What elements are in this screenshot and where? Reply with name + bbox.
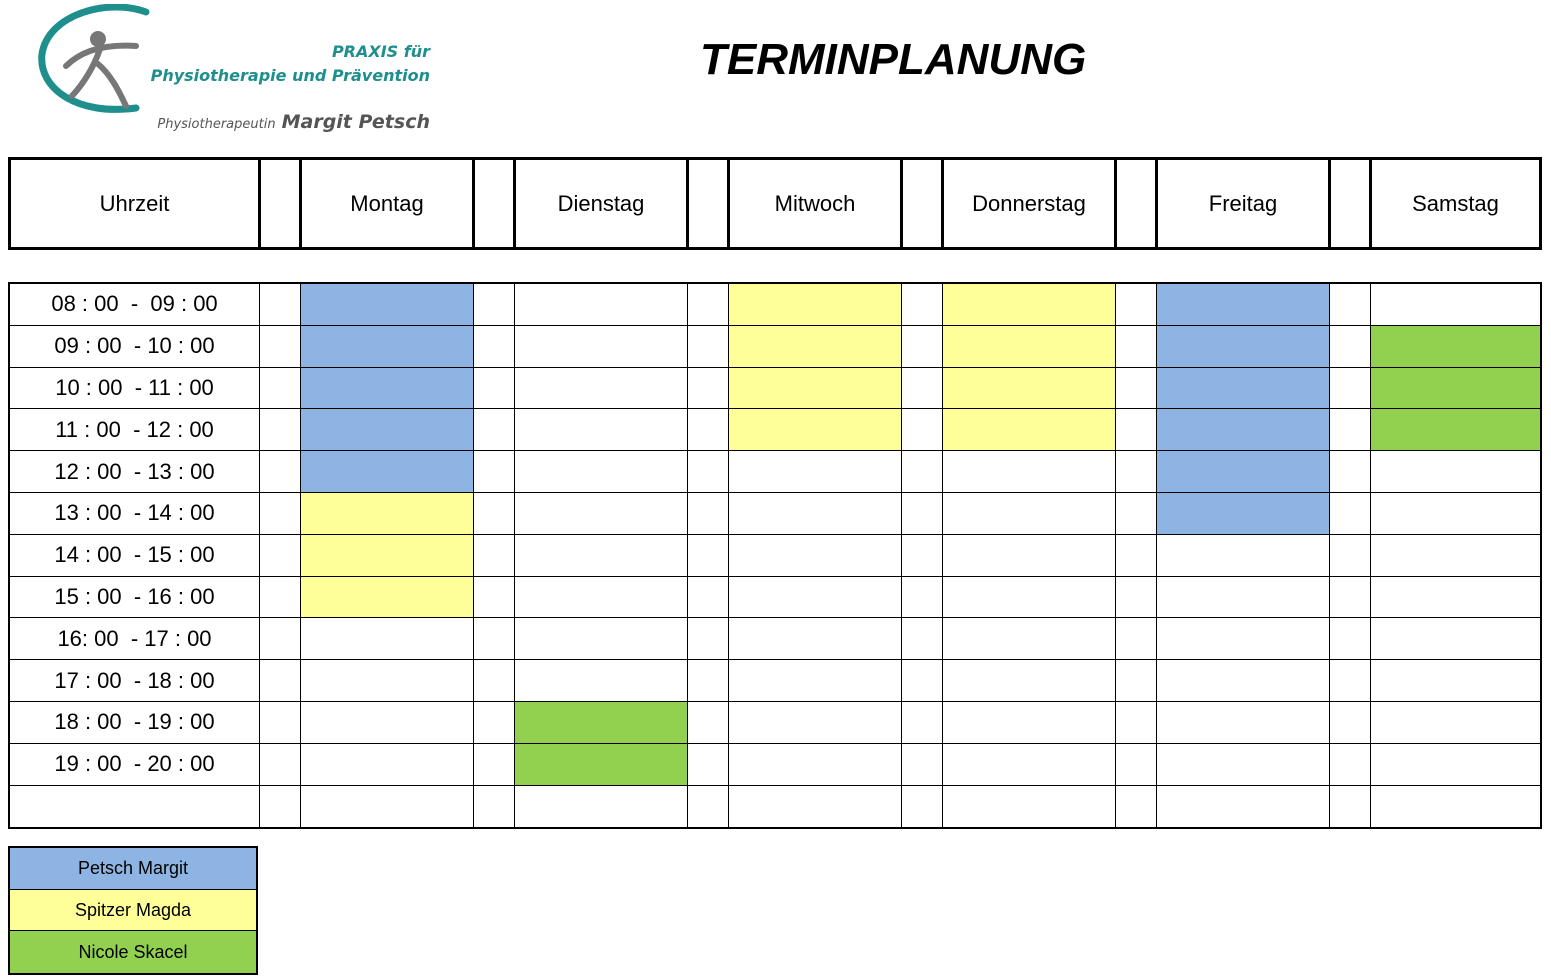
appointment-cell-donnerstag[interactable]: [943, 409, 1116, 450]
appointment-cell-samstag[interactable]: [1371, 702, 1540, 743]
spacer-cell: [1116, 702, 1157, 743]
spacer-cell: [474, 535, 515, 576]
table-row: [10, 744, 1540, 786]
appointment-cell-donnerstag[interactable]: [943, 326, 1116, 367]
spacer-cell: [1116, 660, 1157, 701]
appointment-cell-samstag[interactable]: [1371, 451, 1540, 492]
appointment-cell-samstag[interactable]: [1371, 786, 1540, 828]
appointment-cell-donnerstag[interactable]: [943, 493, 1116, 534]
spacer-cell: [474, 409, 515, 450]
time-slot: 08 : 00 - 09 : 00: [10, 284, 260, 325]
appointment-cell-donnerstag[interactable]: [943, 786, 1116, 828]
appointment-cell-mitwoch[interactable]: [729, 660, 902, 701]
legend-item: Nicole Skacel: [10, 931, 256, 973]
spacer-cell: [474, 744, 515, 785]
spacer-cell: [1330, 786, 1371, 828]
logo-subtitle-text: Physiotherapie und Prävention: [150, 66, 430, 85]
header-spacer: [475, 160, 516, 247]
appointment-cell-donnerstag[interactable]: [943, 535, 1116, 576]
appointment-cell-samstag[interactable]: [1371, 493, 1540, 534]
appointment-cell-freitag[interactable]: [1157, 326, 1330, 367]
header-day-mitwoch: Mitwoch: [730, 160, 903, 247]
spacer-cell: [474, 493, 515, 534]
spacer-cell: [688, 660, 729, 701]
appointment-cell-freitag[interactable]: [1157, 618, 1330, 659]
time-slot: [10, 786, 260, 828]
table-row: [10, 326, 1540, 368]
appointment-cell-freitag[interactable]: [1157, 493, 1330, 534]
spacer-cell: [1330, 618, 1371, 659]
spacer-cell: [902, 786, 943, 828]
spacer-cell: [902, 409, 943, 450]
appointment-cell-dienstag[interactable]: [515, 493, 688, 534]
spacer-cell: [688, 493, 729, 534]
appointment-cell-dienstag[interactable]: [515, 326, 688, 367]
appointment-cell-mitwoch[interactable]: [729, 535, 902, 576]
spacer-cell: [474, 702, 515, 743]
spacer-cell: [902, 618, 943, 659]
appointment-cell-montag[interactable]: [301, 618, 474, 659]
time-slot: 17 : 00 - 18 : 00: [10, 660, 260, 701]
header-day-montag: Montag: [302, 160, 475, 247]
appointment-cell-freitag[interactable]: [1157, 577, 1330, 618]
appointment-cell-montag[interactable]: [301, 744, 474, 785]
appointment-cell-montag[interactable]: [301, 409, 474, 450]
table-row: [10, 284, 1540, 326]
spacer-cell: [260, 786, 301, 828]
time-slot: 11 : 00 - 12 : 00: [10, 409, 260, 450]
spacer-cell: [1330, 577, 1371, 618]
appointment-cell-samstag[interactable]: [1371, 618, 1540, 659]
spacer-cell: [1330, 409, 1371, 450]
appointment-cell-dienstag[interactable]: [515, 660, 688, 701]
spacer-cell: [1330, 535, 1371, 576]
appointment-cell-mitwoch[interactable]: [729, 284, 902, 325]
logo-owner: [157, 111, 430, 133]
spacer-cell: [1116, 409, 1157, 450]
spacer-cell: [1330, 284, 1371, 325]
spacer-cell: [1116, 368, 1157, 409]
appointment-cell-montag[interactable]: [301, 702, 474, 743]
appointment-cell-samstag[interactable]: [1371, 577, 1540, 618]
appointment-cell-dienstag[interactable]: [515, 451, 688, 492]
appointment-cell-donnerstag[interactable]: [943, 284, 1116, 325]
spacer-cell: [688, 786, 729, 828]
appointment-cell-freitag[interactable]: [1157, 368, 1330, 409]
appointment-cell-samstag[interactable]: [1371, 744, 1540, 785]
appointment-cell-freitag[interactable]: [1157, 786, 1330, 828]
appointment-cell-donnerstag[interactable]: [943, 744, 1116, 785]
appointment-cell-samstag[interactable]: [1371, 284, 1540, 325]
spacer-cell: [474, 618, 515, 659]
spacer-cell: [260, 744, 301, 785]
spacer-cell: [902, 702, 943, 743]
appointment-cell-mitwoch[interactable]: [729, 451, 902, 492]
appointment-cell-freitag[interactable]: [1157, 660, 1330, 701]
appointment-cell-samstag[interactable]: [1371, 368, 1540, 409]
table-row: [10, 493, 1540, 535]
appointment-cell-mitwoch[interactable]: [729, 618, 902, 659]
spacer-cell: [1116, 284, 1157, 325]
spacer-cell: [260, 368, 301, 409]
appointment-cell-montag[interactable]: [301, 451, 474, 492]
schedule-grid: [8, 282, 1542, 829]
header-spacer: [903, 160, 944, 247]
spacer-cell: [688, 326, 729, 367]
appointment-cell-donnerstag[interactable]: [943, 660, 1116, 701]
time-slot: 10 : 00 - 11 : 00: [10, 368, 260, 409]
appointment-cell-montag[interactable]: [301, 786, 474, 828]
spacer-cell: [902, 368, 943, 409]
time-slot: 15 : 00 - 16 : 00: [10, 577, 260, 618]
spacer-cell: [1330, 744, 1371, 785]
spacer-cell: [1330, 493, 1371, 534]
table-row: [10, 618, 1540, 660]
appointment-cell-freitag[interactable]: [1157, 409, 1330, 450]
spacer-cell: [688, 451, 729, 492]
spacer-cell: [260, 660, 301, 701]
legend: [8, 846, 258, 975]
spacer-cell: [260, 618, 301, 659]
spacer-cell: [474, 660, 515, 701]
spacer-cell: [260, 326, 301, 367]
header-day-donnerstag: Donnerstag: [944, 160, 1117, 247]
table-row: [10, 786, 1540, 828]
schedule-header: [8, 157, 1542, 250]
header-day-freitag: Freitag: [1158, 160, 1331, 247]
appointment-cell-dienstag[interactable]: [515, 577, 688, 618]
appointment-cell-donnerstag[interactable]: [943, 368, 1116, 409]
appointment-cell-samstag[interactable]: [1371, 660, 1540, 701]
spacer-cell: [1116, 451, 1157, 492]
spacer-cell: [1116, 577, 1157, 618]
header-spacer: [689, 160, 730, 247]
appointment-cell-donnerstag[interactable]: [943, 577, 1116, 618]
appointment-cell-dienstag[interactable]: [515, 368, 688, 409]
spacer-cell: [902, 451, 943, 492]
appointment-cell-montag[interactable]: [301, 535, 474, 576]
table-row: [10, 409, 1540, 451]
appointment-cell-montag[interactable]: [301, 326, 474, 367]
appointment-cell-samstag[interactable]: [1371, 326, 1540, 367]
table-row: [10, 577, 1540, 619]
appointment-cell-mitwoch[interactable]: [729, 577, 902, 618]
header-spacer: [261, 160, 302, 247]
spacer-cell: [260, 284, 301, 325]
legend-item: Spitzer Magda: [10, 890, 256, 932]
appointment-cell-mitwoch[interactable]: [729, 744, 902, 785]
spacer-cell: [688, 618, 729, 659]
spacer-cell: [902, 493, 943, 534]
spacer-cell: [688, 744, 729, 785]
appointment-cell-montag[interactable]: [301, 284, 474, 325]
appointment-cell-dienstag[interactable]: [515, 284, 688, 325]
appointment-cell-donnerstag[interactable]: [943, 618, 1116, 659]
time-slot: 13 : 00 - 14 : 00: [10, 493, 260, 534]
spacer-cell: [474, 577, 515, 618]
appointment-cell-dienstag[interactable]: [515, 786, 688, 828]
header-time-label: Uhrzeit: [11, 160, 261, 247]
appointment-cell-donnerstag[interactable]: [943, 702, 1116, 743]
logo-role-text: Physiotherapeutin: [157, 117, 276, 132]
appointment-cell-freitag[interactable]: [1157, 702, 1330, 743]
spacer-cell: [688, 535, 729, 576]
legend-item: Petsch Margit: [10, 848, 256, 890]
appointment-cell-montag[interactable]: [301, 368, 474, 409]
spacer-cell: [902, 744, 943, 785]
spacer-cell: [474, 368, 515, 409]
spacer-cell: [1330, 451, 1371, 492]
spacer-cell: [688, 368, 729, 409]
table-row: [10, 368, 1540, 410]
spacer-cell: [1330, 702, 1371, 743]
appointment-cell-donnerstag[interactable]: [943, 451, 1116, 492]
spacer-cell: [688, 702, 729, 743]
appointment-cell-dienstag[interactable]: [515, 744, 688, 785]
time-slot: 19 : 00 - 20 : 00: [10, 744, 260, 785]
appointment-cell-samstag[interactable]: [1371, 409, 1540, 450]
spacer-cell: [260, 493, 301, 534]
appointment-cell-freitag[interactable]: [1157, 535, 1330, 576]
spacer-cell: [902, 660, 943, 701]
spacer-cell: [902, 326, 943, 367]
spacer-cell: [688, 577, 729, 618]
appointment-cell-freitag[interactable]: [1157, 284, 1330, 325]
spacer-cell: [1116, 326, 1157, 367]
spacer-cell: [1116, 786, 1157, 828]
page-title: TERMINPLANUNG: [700, 35, 1087, 84]
spacer-cell: [688, 409, 729, 450]
spacer-cell: [474, 451, 515, 492]
appointment-cell-dienstag[interactable]: [515, 702, 688, 743]
appointment-cell-dienstag[interactable]: [515, 409, 688, 450]
header-spacer: [1331, 160, 1372, 247]
appointment-cell-montag[interactable]: [301, 493, 474, 534]
spacer-cell: [474, 284, 515, 325]
spacer-cell: [1330, 368, 1371, 409]
spacer-cell: [902, 284, 943, 325]
spacer-cell: [1116, 535, 1157, 576]
logo-praxis-text: PRAXIS für: [331, 42, 430, 61]
table-row: [10, 702, 1540, 744]
appointment-cell-mitwoch[interactable]: [729, 368, 902, 409]
appointment-cell-mitwoch[interactable]: [729, 786, 902, 828]
spacer-cell: [260, 535, 301, 576]
spacer-cell: [688, 284, 729, 325]
appointment-cell-montag[interactable]: [301, 577, 474, 618]
appointment-cell-freitag[interactable]: [1157, 451, 1330, 492]
appointment-cell-mitwoch[interactable]: [729, 326, 902, 367]
header-spacer: [1117, 160, 1158, 247]
spacer-cell: [902, 535, 943, 576]
appointment-cell-montag[interactable]: [301, 660, 474, 701]
table-row: [10, 535, 1540, 577]
time-slot: 14 : 00 - 15 : 00: [10, 535, 260, 576]
appointment-cell-mitwoch[interactable]: [729, 702, 902, 743]
spacer-cell: [474, 786, 515, 828]
practice-logo: [38, 4, 450, 136]
time-slot: 12 : 00 - 13 : 00: [10, 451, 260, 492]
spacer-cell: [260, 409, 301, 450]
spacer-cell: [902, 577, 943, 618]
spacer-cell: [260, 577, 301, 618]
logo-figure-icon: [38, 4, 178, 124]
time-slot: 16: 00 - 17 : 00: [10, 618, 260, 659]
spacer-cell: [474, 326, 515, 367]
spacer-cell: [260, 702, 301, 743]
table-row: [10, 451, 1540, 493]
spacer-cell: [1330, 326, 1371, 367]
spacer-cell: [1116, 744, 1157, 785]
header-day-samstag: Samstag: [1412, 190, 1499, 216]
appointment-cell-freitag[interactable]: [1157, 744, 1330, 785]
appointment-cell-dienstag[interactable]: [515, 618, 688, 659]
spacer-cell: [260, 451, 301, 492]
appointment-cell-mitwoch[interactable]: [729, 409, 902, 450]
spacer-cell: [1116, 493, 1157, 534]
appointment-cell-dienstag[interactable]: [515, 535, 688, 576]
table-row: [10, 660, 1540, 702]
time-slot: 18 : 00 - 19 : 00: [10, 702, 260, 743]
appointment-cell-samstag[interactable]: [1371, 535, 1540, 576]
spacer-cell: [1330, 660, 1371, 701]
logo-name-text: Margit Petsch: [281, 111, 430, 133]
appointment-cell-mitwoch[interactable]: [729, 493, 902, 534]
spacer-cell: [1116, 618, 1157, 659]
header-day-dienstag: Dienstag: [516, 160, 689, 247]
time-slot: 09 : 00 - 10 : 00: [10, 326, 260, 367]
